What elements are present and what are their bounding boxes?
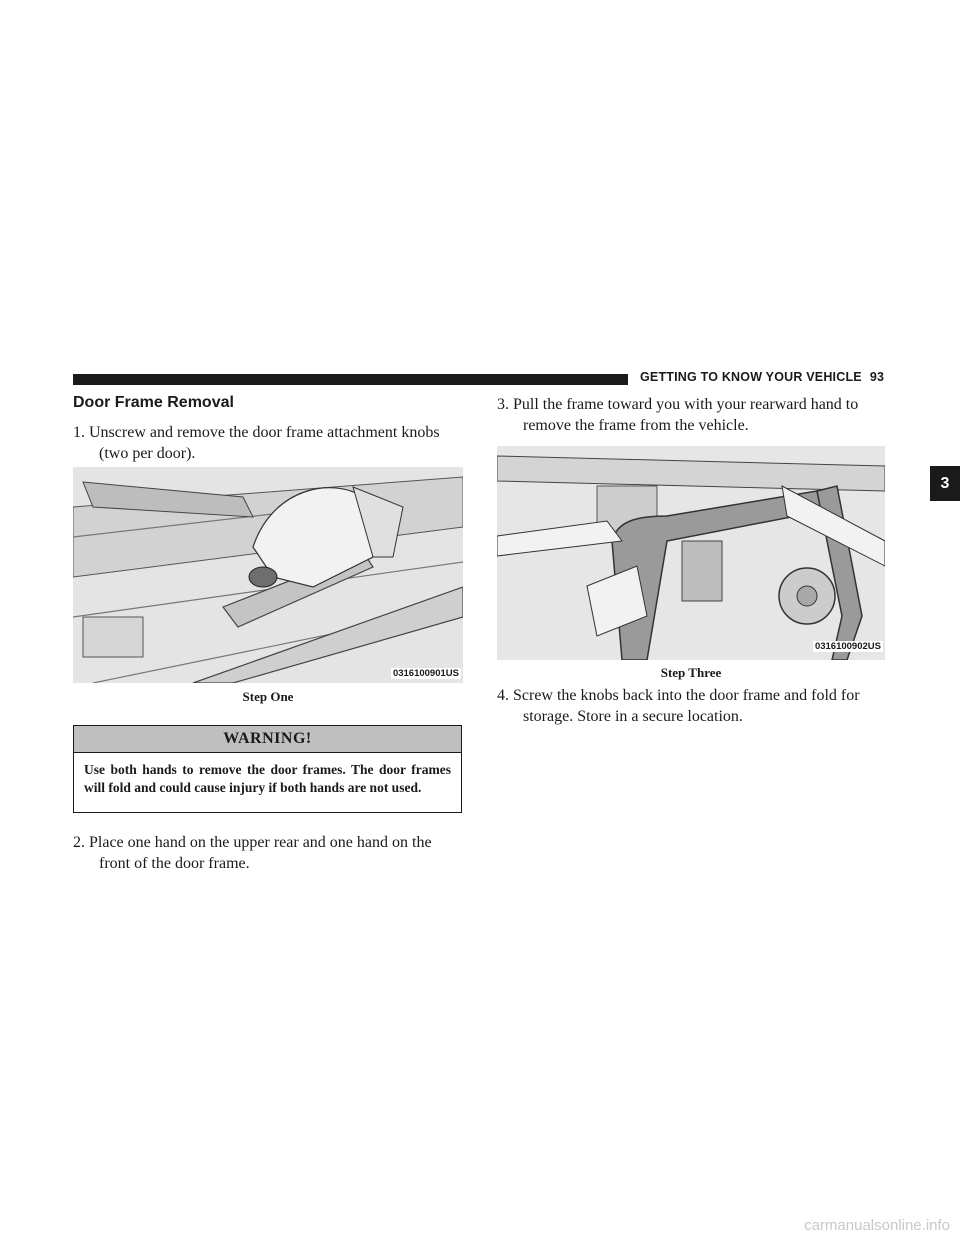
door-frame-knob-illustration (73, 467, 463, 683)
step-3 (497, 394, 889, 436)
figure-code: 0316100901US (392, 668, 459, 679)
step-1 (73, 422, 465, 464)
running-header (640, 370, 884, 384)
section-title: Door Frame Removal (73, 394, 234, 411)
step-text-continuation: remove the frame from the vehicle. (523, 417, 749, 434)
step-number: 1. (73, 424, 85, 441)
watermark: carmanualsonline.info (804, 1217, 950, 1234)
header-rule (73, 374, 628, 385)
step-text-continuation: front of the door frame. (99, 855, 250, 872)
figure-caption: Step One (242, 689, 294, 704)
page-number: 93 (869, 370, 885, 384)
step-number: 4. (497, 687, 509, 704)
step-text: Pull the frame toward you with your rearward hand to (513, 396, 859, 413)
step-number: 3. (497, 396, 509, 413)
figure-step-three (497, 446, 885, 660)
warning-box (73, 725, 462, 813)
figure-step-one (73, 467, 463, 683)
figure-code: 0316100902US (814, 641, 881, 652)
step-4 (497, 685, 889, 727)
step-text: Place one hand on the upper rear and one hand on the (89, 834, 432, 851)
warning-title: WARNING! (74, 726, 461, 753)
figure-caption: Step Three (660, 665, 722, 680)
door-frame-pull-illustration (497, 446, 885, 660)
header-title: GETTING TO KNOW YOUR VEHICLE (640, 370, 862, 384)
step-text-continuation: (two per door). (99, 445, 196, 462)
warning-text: Use both hands to remove the door frames. The door frames will fold and could cause injury if both hands are not used. (84, 762, 451, 795)
step-text-continuation: storage. Store in a secure location. (523, 708, 743, 725)
step-text: Unscrew and remove the door frame attachment knobs (89, 424, 440, 441)
step-2 (73, 832, 465, 874)
step-number: 2. (73, 834, 85, 851)
step-text: Screw the knobs back into the door frame and fold for (513, 687, 860, 704)
chapter-tab[interactable]: 3 (930, 466, 960, 501)
